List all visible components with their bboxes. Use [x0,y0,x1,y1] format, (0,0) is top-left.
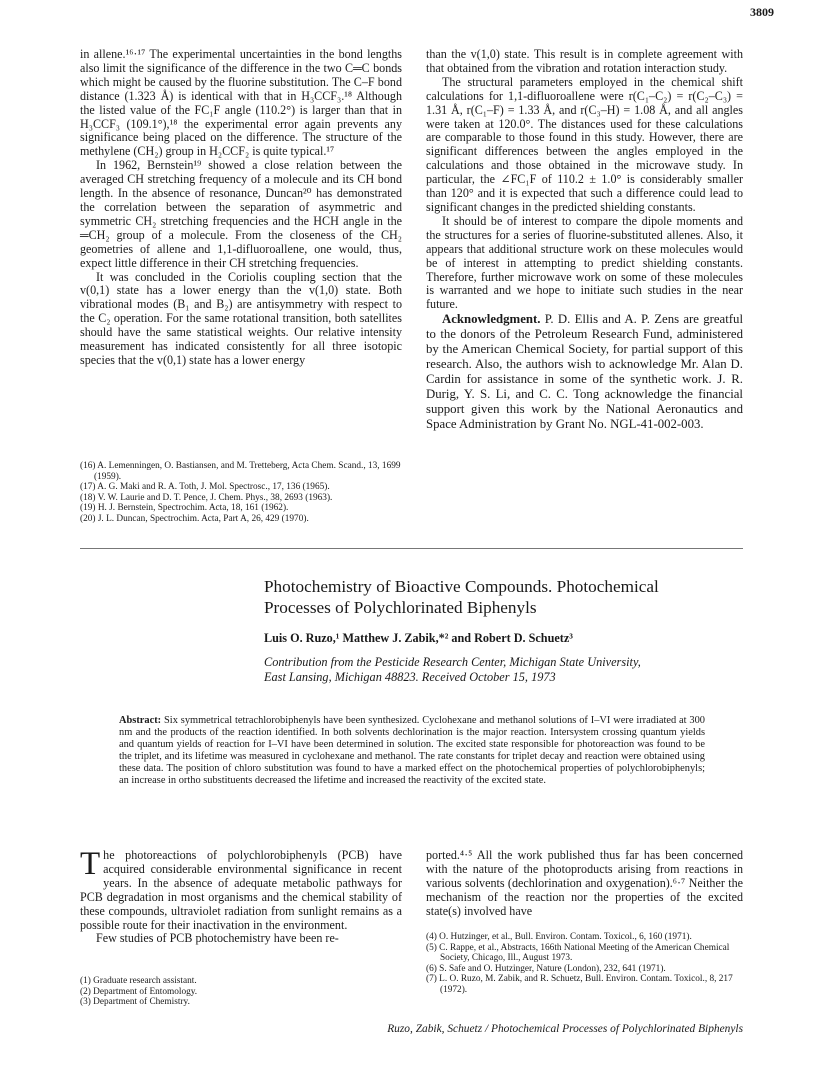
acknowledgment [426,312,743,432]
left-column-bottom [80,846,402,946]
paragraph: in allene.¹⁶·¹⁷ The experimental uncertainties in the bond lengths also limit the significance of the difference in the two C═C bonds which might be caused by the fluorine substitution. The C–F bond distance (1.323 Å) is identical with that in H₃CCF₃.¹⁸ Although the listed value of the FC₁F angle (110.2°) is larger than that in H₃CCF₃ (109.1°),¹⁸ the experimental error again prevents any significance being placed on the difference. The structure of the methylene (CH₂) group in H₂CCF₂ is quite typical.¹⁷ [80,47,402,159]
right-column-top [426,48,743,432]
affiliation-line: East Lansing, Michigan 48823. Received October 15, 1973 [264,670,556,684]
references-left-top [80,461,402,525]
paragraph: The structural parameters employed in the chemical shift calculations for 1,1-difluoroallene were r(C₁–C₂) = r(C₂–C₃) = 1.31 Å, r(C₁–F) = 1.33 Å, and r(C₃–H) = 1.08 Å, and all angles were taken at 120.0°. The distances used for these calculations are comparable to those found in this study. However, there are significant differences between the angles employed in the calculations and those obtained in the microwave study. In particular, the ∠FC₁F of 110.2 ± 1.0° is considerably smaller than 120° and it is expected that such a difference could lead to significant changes in the predicted shielding constants. [426,74,743,214]
paragraph: Few studies of PCB photochemistry have been re- [96,931,339,946]
reference-item: (7) L. O. Ruzo, M. Zabik, and R. Schuetz, Bull. Environ. Contam. Toxicol., 8, 217 (1972). [426,974,733,995]
title-line: Processes of Polychlorinated Biphenyls [264,598,537,617]
page-number: 3809 [750,5,774,19]
reference-item: (16) A. Lemenningen, O. Bastiansen, and M. Tretteberg, Acta Chem. Scand., 13, 1699 (1959). [80,461,401,482]
reference-item: (17) A. G. Maki and R. A. Toth, J. Mol. Spectrosc., 17, 136 (1965). [80,482,330,493]
paragraph: It should be of interest to compare the dipole moments and the structures for a series of fluorine-substituted allenes. Also, it appears that additional structure work on these molecules would be of interest in attempting to predict shielding constants. Therefore, further microwave work on some of these molecules is warranted and we hope to initiate such studies in the near future. [426,213,743,312]
paragraph [80,846,402,932]
reference-item: (19) H. J. Bernstein, Spectrochim. Acta, 18, 161 (1962). [80,503,289,514]
article-authors: Luis O. Ruzo,¹ Matthew J. Zabik,*² and Robert D. Schuetz³ [264,631,573,645]
abstract-label: Abstract: [119,715,162,726]
references-right-bottom [426,932,743,996]
abstract [119,715,705,788]
reference-item: (1) Graduate research assistant. [80,976,197,986]
intro-text: he photoreactions of polychlorobiphenyls (PCB) have acquired considerable environmental significance in recent years. In the absence of adequate metabolic pathways for PCB degradation in most organisms and the chemical stability of these compounds, ultraviolet radiation from sunlight remains as a possible route for their inactivation in the environment. [80,848,402,932]
title-line: Photochemistry of Bioactive Compounds. Photochemical [264,577,659,596]
reference-item: (6) S. Safe and O. Hutzinger, Nature (London), 232, 641 (1971). [426,963,666,974]
right-column-bottom [426,849,743,919]
references-left-bottom [80,976,402,1008]
reference-item: (20) J. L. Duncan, Spectrochim. Acta, Part A, 26, 429 (1970). [80,513,309,524]
drop-cap: T [80,846,101,882]
paragraph: than the v(1,0) state. This result is in complete agreement with that obtained from the vibration and rotation interaction study. [426,47,743,75]
abstract-text: Six symmetrical tetrachlorobiphenyls have been synthesized. Cyclohexane and methanol solutions of I–VI were irradiated at 300 nm and the products of the reaction identified. In both solvents dechlorination is the major reaction. Intersystem crossing quantum yields and quantum yields of reaction for I–VI have been determined in solution. The excited state responsible for photoreaction was found to be the triplet, and its lifetime was measured in cyclohexane and methanol. The rate constants for triplet decay and reaction were obtained using these data. The position of chloro substitution was found to have a marked effect on the photochemical properties of polychlorobiphenyls; an increase in ortho substituents decreased the lifetime and increased the reactivity of the excited state. [119,715,705,787]
paragraph: In 1962, Bernstein¹⁹ showed a close relation between the averaged CH stretching frequency of a molecule and its CH bond length. In the absence of resonance, Duncan²⁰ has demonstrated the correlation between the separation of asymmetric and symmetric CH₂ stretching frequencies and the HCH angle in the ═CH₂ group of a molecule. From the closeness of the CH₂ geometries of allene and 1,1-difluoroallene, one would, thus, expect little difference in their CH stretching frequencies. [80,158,402,270]
section-divider [80,548,743,549]
paragraph: It was concluded in the Coriolis coupling section that the v(0,1) state has a lower energy than the v(1,0) state. Both vibrational modes (B₁ and B₂) are antisymmetry with respect to the C₂ operation. For the same rotational transition, both satellites should have the same statistical weights. Our relative intensity measurement has indicated consistently for all three isotopic species that the v(0,1) state has a lower energy [80,269,402,367]
acknowledgment-label: Acknowledgment. [442,312,541,327]
article-affiliation [264,655,744,685]
article-title [264,576,744,618]
reference-item: (3) Department of Chemistry. [80,997,190,1008]
paragraph: ported.⁴·⁵ All the work published thus far has been concerned with the nature of the photoproducts arising from reactions in various solvents (dechlorination and oxygenation).⁶·⁷ Neither the mechanism of the reaction nor the properties of the excited state(s) involved have [426,848,743,918]
acknowledgment-text: P. D. Ellis and A. P. Zens are greatful to the donors of the Petroleum Research Fund, administered by the American Chemical Society, for partial support of this research. Also, the authors wish to acknowledge Mr. Alan D. Cardin for assistance in some of the synthetic work. J. R. Durig, Y. S. Li, and C. C. Tong acknowledge the financial support given this work by the National Aeronautics and Space Administration by Grant No. NGL-41-002-003. [426,312,743,432]
reference-item: (5) C. Rappe, et al., Abstracts, 166th National Meeting of the American Chemical Society, Chicago, Ill., August 1973. [426,942,730,964]
left-column-top [80,48,402,368]
affiliation-line: Contribution from the Pesticide Research Center, Michigan State University, [264,655,641,669]
reference-item: (18) V. W. Laurie and D. T. Pence, J. Chem. Phys., 38, 2693 (1963). [80,492,333,503]
running-footer: Ruzo, Zabik, Schuetz / Photochemical Processes of Polychlorinated Biphenyls [387,1023,743,1035]
reference-item: (2) Department of Entomology. [80,986,198,997]
reference-item: (4) O. Hutzinger, et al., Bull. Environ. Contam. Toxicol., 6, 160 (1971). [426,932,692,942]
